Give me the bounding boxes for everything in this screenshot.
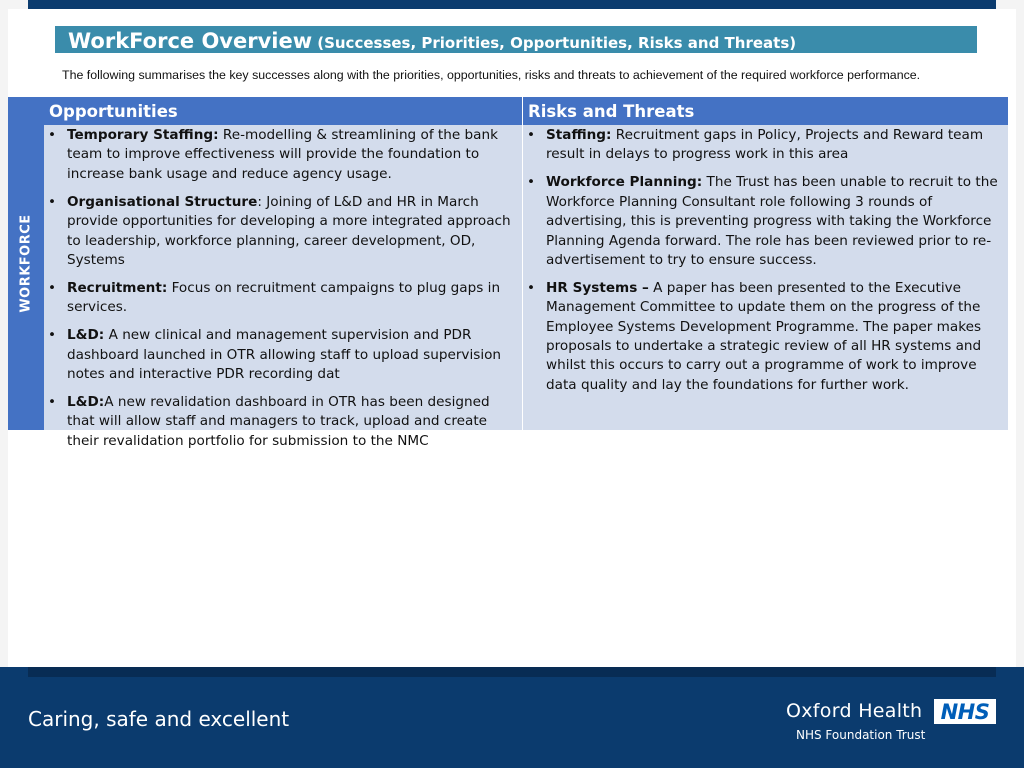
- risk-item: [525, 126, 1002, 165]
- page-subtitle: (Successes, Priorities, Opportunities, Risks and Threats): [317, 34, 797, 52]
- bullet-icon: •: [48, 193, 57, 210]
- intro-text: The following summarises the key successes along with the priorities, opportunities, risks and threats to achievement of the required workforce performance.: [62, 68, 921, 82]
- nhs-logo: [934, 699, 996, 724]
- risk-item-lead: Staffing:: [546, 127, 612, 143]
- opportunities-heading: Opportunities: [44, 97, 522, 125]
- opportunity-item-text: : Joining of L&D and HR in March provide opportunities for developing a more integrated approach to leadership, workforce planning, career development, OD, Systems: [67, 193, 511, 268]
- risk-item-text: Recruitment gaps in Policy, Projects and Reward team result in delays to progress work in this area: [546, 127, 984, 163]
- opportunity-item-lead: Recruitment:: [67, 279, 168, 296]
- bullet-icon: •: [48, 279, 57, 296]
- opportunity-item: [46, 393, 516, 451]
- opportunity-item-lead: Organisational Structure: [67, 193, 258, 210]
- bullet-icon: •: [48, 393, 57, 410]
- footer: [0, 667, 1024, 768]
- title-bar: [55, 26, 977, 53]
- opportunity-item: [46, 126, 516, 184]
- footer-tagline: Caring, safe and excellent: [28, 707, 290, 731]
- opportunity-item: [46, 326, 516, 384]
- bullet-icon: •: [527, 279, 536, 296]
- opportunity-item-lead: L&D:: [67, 327, 105, 344]
- opportunity-item-lead: L&D:: [67, 393, 105, 410]
- risk-item-text: A paper has been presented to the Executive Management Committee to update them on the progress of the Employee Systems Development Programme. The paper makes proposals to undertake a strategic review of all HR systems and whilst this occurs to carry out a programme of work to improve data quality and lay the foundations for further work.: [546, 279, 982, 393]
- org-name: Oxford Health: [786, 700, 923, 722]
- bullet-icon: •: [527, 174, 536, 191]
- opportunities-body: [44, 125, 522, 449]
- page-title: WorkForce Overview: [68, 29, 313, 53]
- opportunity-item-lead: Temporary Staffing:: [67, 127, 219, 143]
- risks-list: [525, 126, 1002, 395]
- bullet-icon: •: [48, 127, 57, 143]
- risks-heading: Risks and Threats: [523, 97, 1008, 125]
- opportunities-column: [44, 97, 522, 449]
- risk-item-lead: HR Systems –: [546, 279, 649, 296]
- opportunity-item: [46, 193, 516, 271]
- org-subtitle: NHS Foundation Trust: [796, 728, 926, 742]
- bullet-icon: •: [48, 327, 57, 344]
- opportunity-item-text: A new clinical and management supervision and PDR dashboard launched in OTR allowing staff to upload supervision notes and interactive PDR recording dat: [67, 327, 502, 382]
- risk-item-text: The Trust has been unable to recruit to the Workforce Planning Consultant role following 3 rounds of advertising, this is preventing progress with taking the Workforce Planning Agenda forward. The role has been reviewed prior to re-advertisement to try to ensure success.: [546, 174, 998, 268]
- opportunity-item-text: Focus on recruitment campaigns to plug gaps in services.: [67, 279, 501, 316]
- opportunity-item-text: A new revalidation dashboard in OTR has been designed that will allow staff and managers to track, upload and create their revalidation portfolio for submission to the NMC: [67, 393, 490, 449]
- nhs-logo-text: NHS: [940, 699, 990, 724]
- opportunity-item-text: Re-modelling & streamlining of the bank team to improve effectiveness will provide the foundation to increase bank usage and reduce agency usage.: [67, 127, 499, 182]
- risk-item: [525, 279, 1002, 395]
- side-band: [8, 97, 44, 430]
- risk-item-lead: Workforce Planning:: [546, 174, 703, 191]
- bullet-icon: •: [527, 127, 536, 143]
- workforce-side-label: WORKFORCE: [18, 214, 34, 313]
- footer-accent-strip: [28, 667, 996, 677]
- top-accent-bar: [28, 0, 996, 9]
- risks-column: [523, 97, 1008, 430]
- risk-item: [525, 173, 1002, 270]
- risks-body: [523, 125, 1008, 430]
- opportunity-item: [46, 279, 516, 318]
- opportunities-list: [46, 126, 516, 451]
